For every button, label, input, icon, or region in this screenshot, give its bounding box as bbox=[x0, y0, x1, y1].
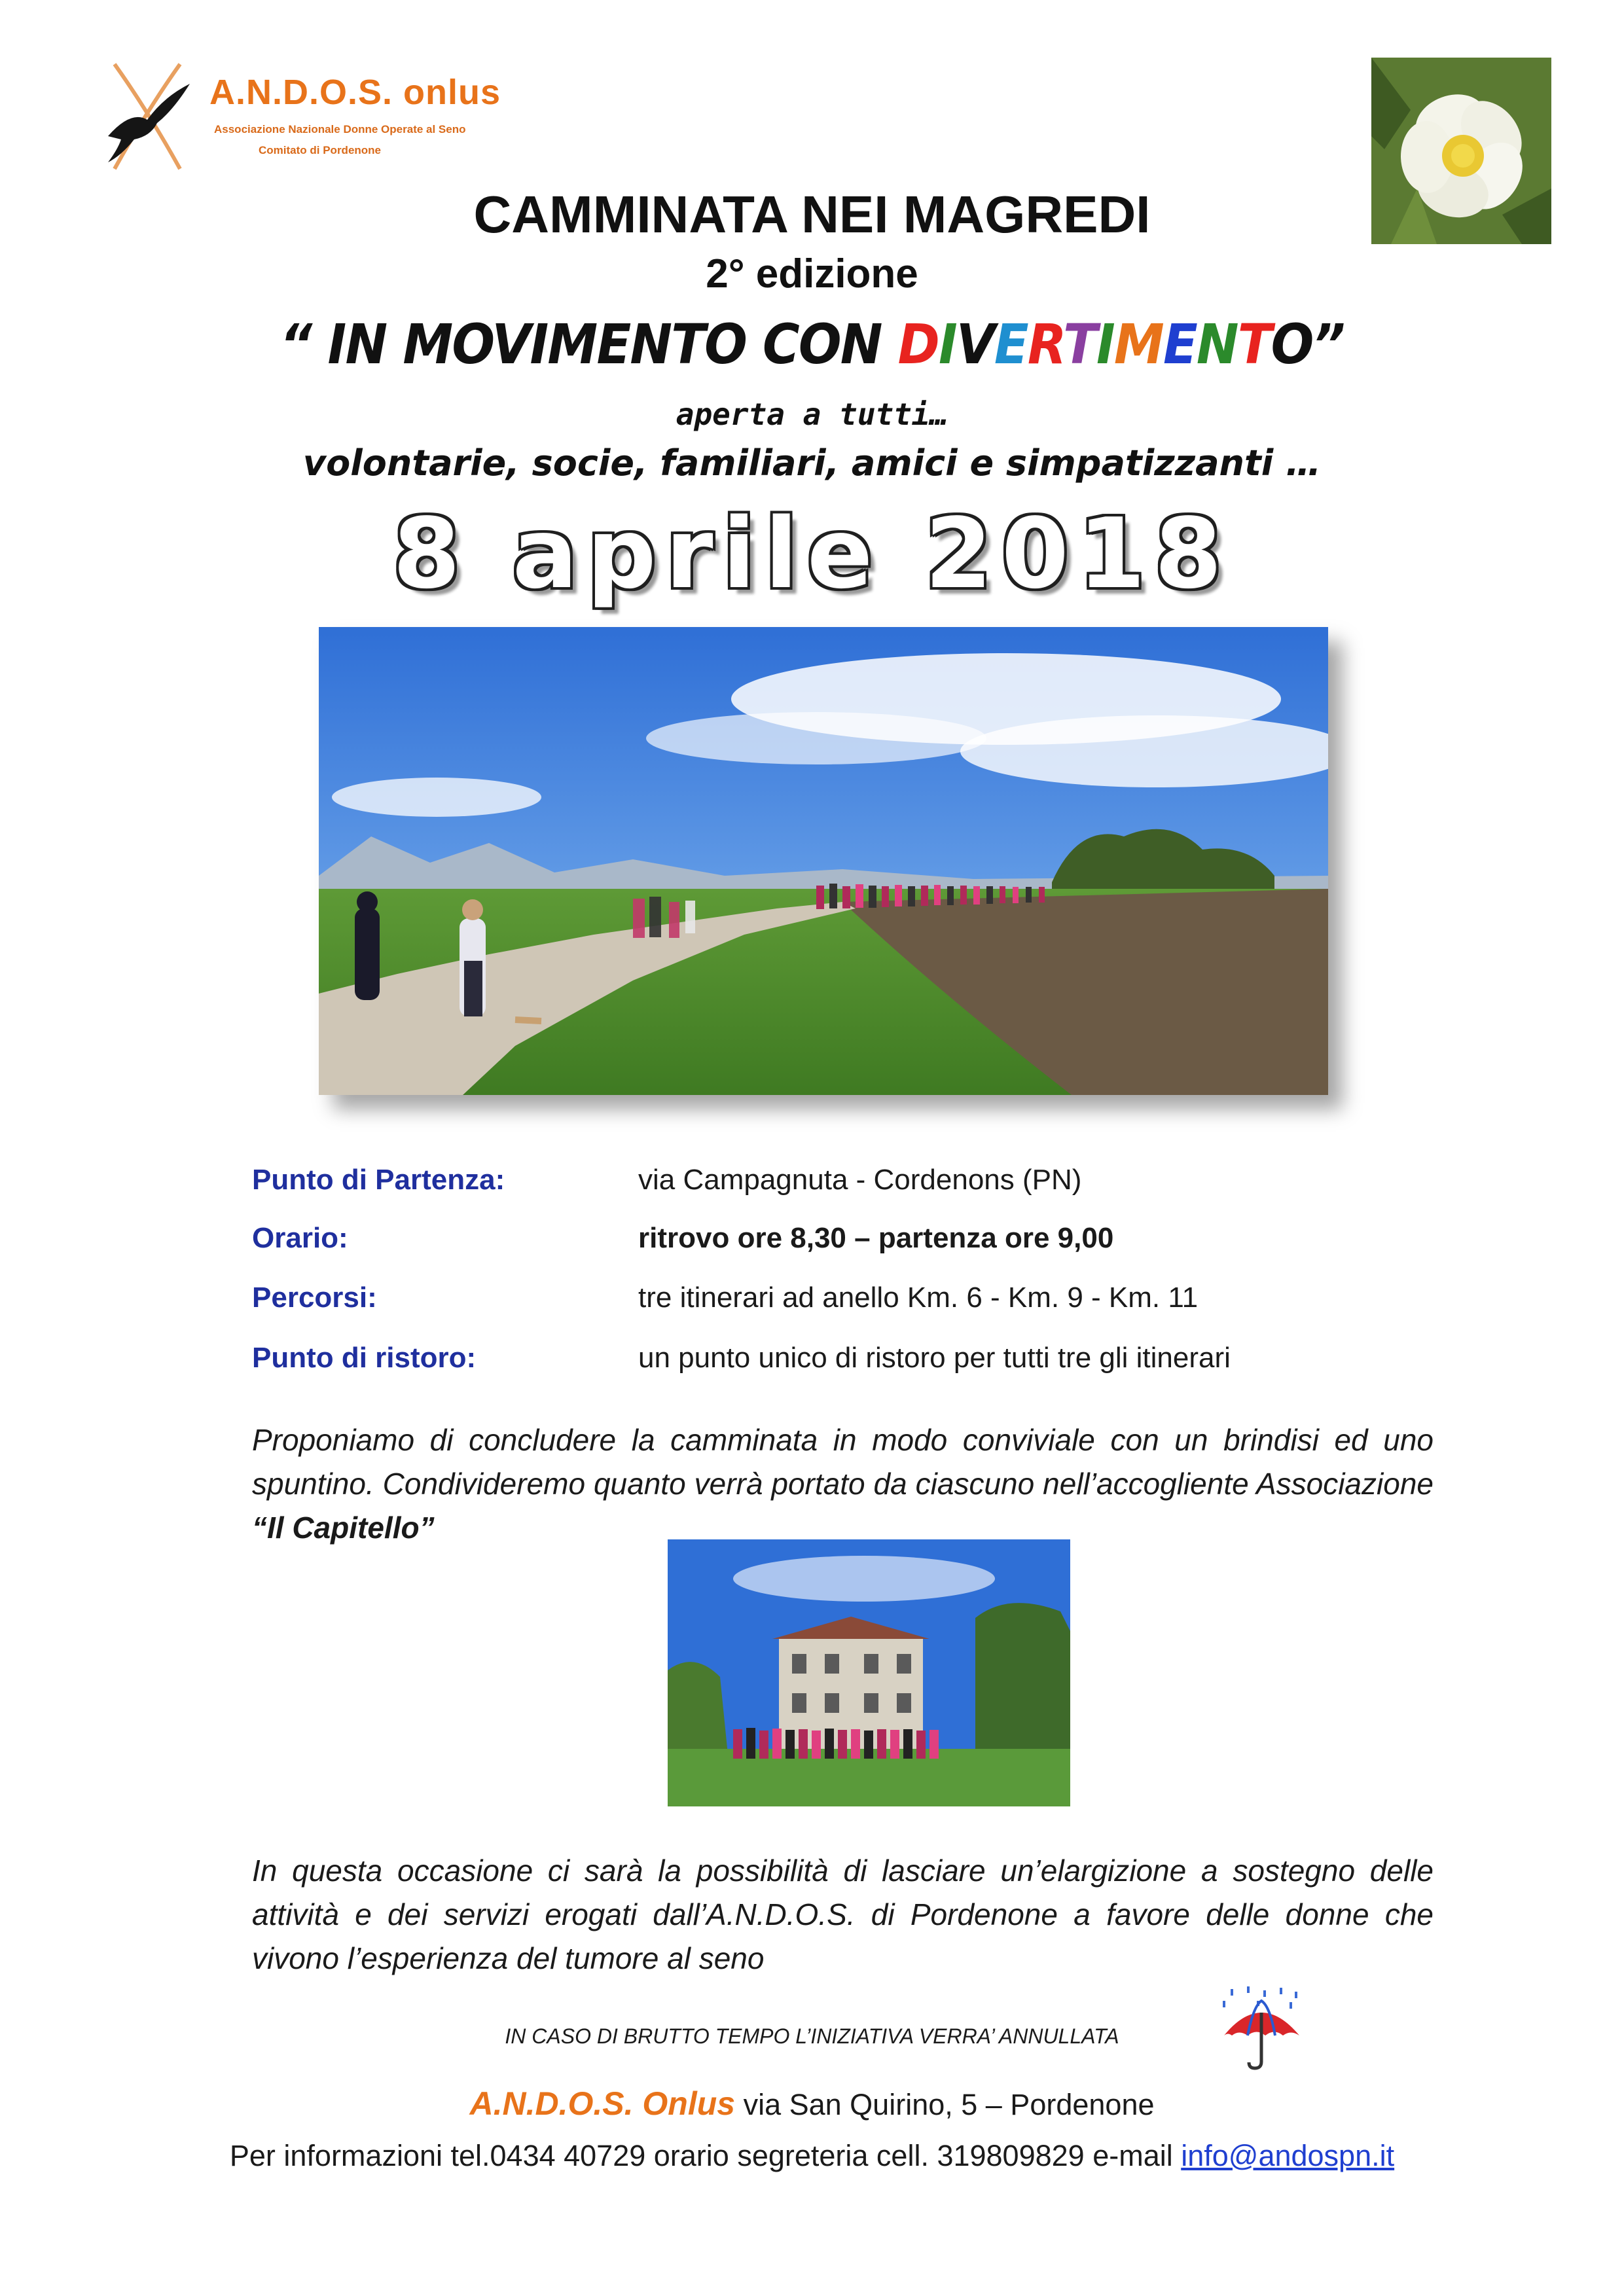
event-slogan bbox=[65, 312, 1559, 376]
detail-value-routes: tre itinerari ad anello Km. 6 - Km. 9 - Km. 11 bbox=[638, 1282, 1199, 1314]
conviviale-text: Proponiamo di concludere la camminata in modo conviviale con un brindisi ed uno spuntino. Condivideremo quanto verrà portato da ciascuno nell’accogliente Associazione bbox=[252, 1423, 1434, 1501]
slogan-letter: E bbox=[994, 312, 1028, 376]
slogan-letter: R bbox=[1027, 312, 1064, 376]
detail-value-start: via Campagnuta - Cordenons (PN) bbox=[638, 1164, 1082, 1196]
footer-address bbox=[0, 2085, 1624, 2123]
slogan-letter: D bbox=[897, 312, 939, 376]
swallow-logo-icon bbox=[101, 58, 193, 182]
slogan-letter: T bbox=[1063, 312, 1096, 376]
event-title: CAMMINATA NEI MAGREDI bbox=[473, 185, 1151, 243]
slogan-letter: I bbox=[939, 312, 956, 376]
donation-paragraph: In questa occasione ci sarà la possibilità di lasciare un’elargizione a sostegno delle attività e dei servizi erogati dall’A.N.D.O.S. di Pordenone a favore delle donne che vivono l’esperienza del tumore al seno bbox=[252, 1854, 1434, 1975]
slogan-colored-word bbox=[898, 312, 1313, 376]
slogan-letter: O bbox=[1271, 312, 1313, 376]
footer-address-text: via San Quirino, 5 – Pordenone bbox=[735, 2088, 1155, 2121]
slogan-letter: M bbox=[1113, 312, 1163, 376]
slogan-close-quote: ” bbox=[1312, 312, 1344, 376]
slogan-letter: V bbox=[956, 312, 994, 376]
event-date: 8 aprile 2018 bbox=[393, 497, 1231, 610]
andos-logo bbox=[101, 58, 553, 182]
slogan-open-quote: “ bbox=[280, 312, 328, 376]
detail-label-routes: Percorsi: bbox=[252, 1282, 377, 1314]
detail-label-time: Orario: bbox=[252, 1222, 348, 1254]
logo-title: A.N.D.O.S. onlus bbox=[209, 73, 501, 112]
capitello-name: “Il Capitello” bbox=[252, 1511, 435, 1545]
event-edition: 2° edizione bbox=[706, 251, 918, 296]
detail-value-time: ritrovo ore 8,30 – partenza ore 9,00 bbox=[638, 1222, 1114, 1254]
slogan-letter: T bbox=[1237, 312, 1271, 376]
logo-committee: Comitato di Pordenone bbox=[259, 144, 381, 156]
detail-label-start: Punto di Partenza: bbox=[252, 1164, 505, 1196]
footer-org-name: A.N.D.O.S. Onlus bbox=[469, 2085, 736, 2122]
walk-photo bbox=[319, 627, 1328, 1095]
slogan-main: IN MOVIMENTO CON bbox=[327, 312, 898, 376]
footer-contacts bbox=[0, 2139, 1624, 2173]
email-link[interactable]: info@andospn.it bbox=[1181, 2139, 1395, 2172]
detail-value-refreshment: un punto unico di ristoro per tutti tre gli itinerari bbox=[638, 1342, 1231, 1374]
umbrella-rain-icon bbox=[1218, 1986, 1306, 2072]
footer-info-text: Per informazioni tel.0434 40729 orario segreteria cell. 319809829 e-mail bbox=[229, 2139, 1182, 2172]
conviviale-paragraph bbox=[252, 1418, 1434, 1550]
logo-subtitle: Associazione Nazionale Donne Operate al Seno bbox=[214, 123, 466, 135]
weather-note: IN CASO DI BRUTTO TEMPO L’INIZIATIVA VERRA’ ANNULLATA bbox=[505, 2024, 1119, 2048]
slogan-letter: I bbox=[1096, 312, 1114, 376]
audience-text: volontarie, socie, familiari, amici e simpatizzanti … bbox=[302, 442, 1322, 484]
open-to-text: aperta a tutti… bbox=[676, 397, 948, 432]
slogan-letter: N bbox=[1196, 312, 1238, 376]
detail-label-refreshment: Punto di ristoro: bbox=[252, 1342, 477, 1374]
slogan-letter: E bbox=[1163, 312, 1197, 376]
capitello-photo bbox=[668, 1539, 1070, 1806]
